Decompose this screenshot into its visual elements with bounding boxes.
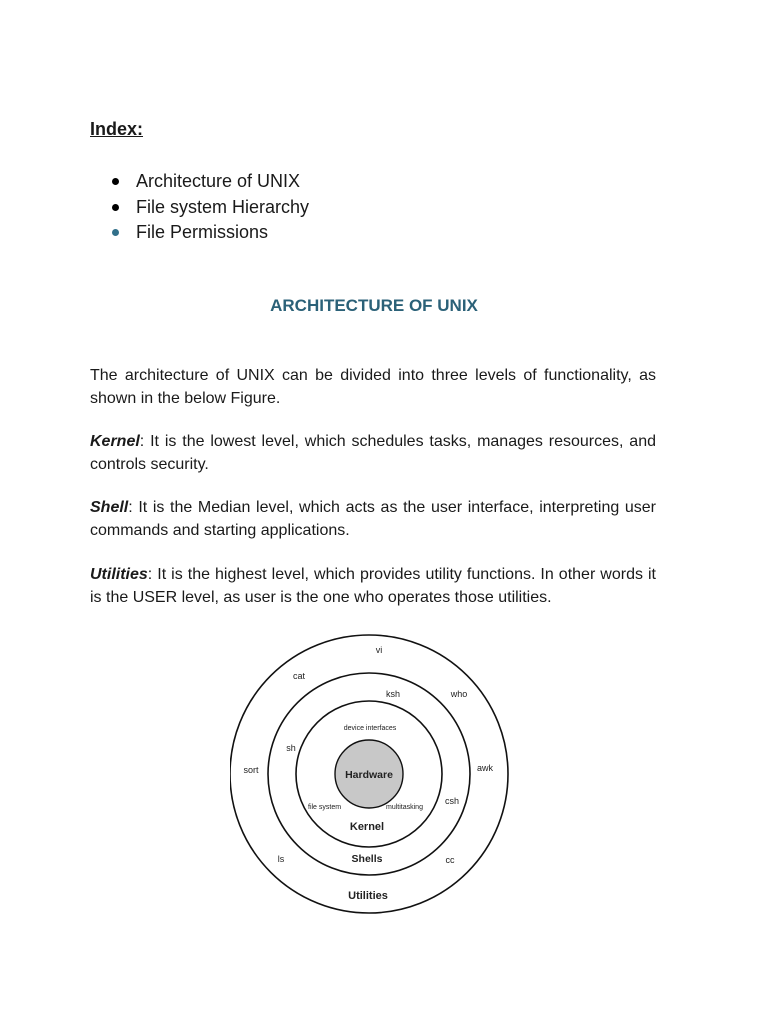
shells-label: Shells	[351, 853, 383, 865]
utility-program-cc: cc	[445, 855, 455, 865]
shell-program-ksh: ksh	[385, 689, 401, 699]
kernel-label: Kernel	[349, 821, 385, 833]
utility-program-ls: ls	[277, 854, 285, 864]
shell-term: Shell	[90, 499, 129, 516]
index-item-file-permissions: File Permissions	[112, 220, 309, 246]
file-system-label: file system	[308, 804, 342, 811]
section-title: ARCHITECTURE OF UNIX	[270, 296, 478, 315]
utility-program-cat: cat	[292, 671, 306, 681]
utilities-label: Utilities	[348, 890, 388, 902]
shell-program-csh: csh	[444, 796, 460, 806]
index-item-architecture: Architecture of UNIX	[112, 169, 309, 195]
multitasking-label: multitasking	[386, 804, 423, 811]
device-interfaces-label: device interfaces	[343, 725, 397, 732]
intro-paragraph: The architecture of UNIX can be divided into three levels of functionality, as shown in the below Figure.	[90, 367, 656, 407]
shell-description: : It is the Median level, which acts as the user interface, interpreting user commands and starting applications.	[90, 499, 656, 539]
utility-program-who: who	[450, 689, 468, 699]
utility-program-sort: sort	[243, 765, 259, 775]
hardware-label: Hardware	[345, 769, 393, 781]
utilities-description: : It is the highest level, which provides utility functions. In other words it is the USER level, as user is the one who operates those utilities.	[90, 566, 656, 606]
index-heading: Index:	[90, 119, 144, 139]
utilities-paragraph	[90, 564, 656, 609]
kernel-description: : It is the lowest level, which schedules tasks, manages resources, and controls security.	[90, 433, 656, 473]
shell-program-sh: sh	[286, 743, 296, 753]
kernel-paragraph	[90, 431, 656, 476]
kernel-term: Kernel	[90, 433, 140, 450]
utility-program-awk: awk	[476, 763, 494, 773]
index-item-file-system-hierarchy: File system Hierarchy	[112, 195, 309, 221]
unix-architecture-diagram	[230, 626, 512, 922]
shell-paragraph	[90, 497, 656, 542]
index-list	[112, 169, 309, 246]
utility-program-vi: vi	[375, 645, 383, 655]
utilities-term: Utilities	[90, 566, 148, 583]
